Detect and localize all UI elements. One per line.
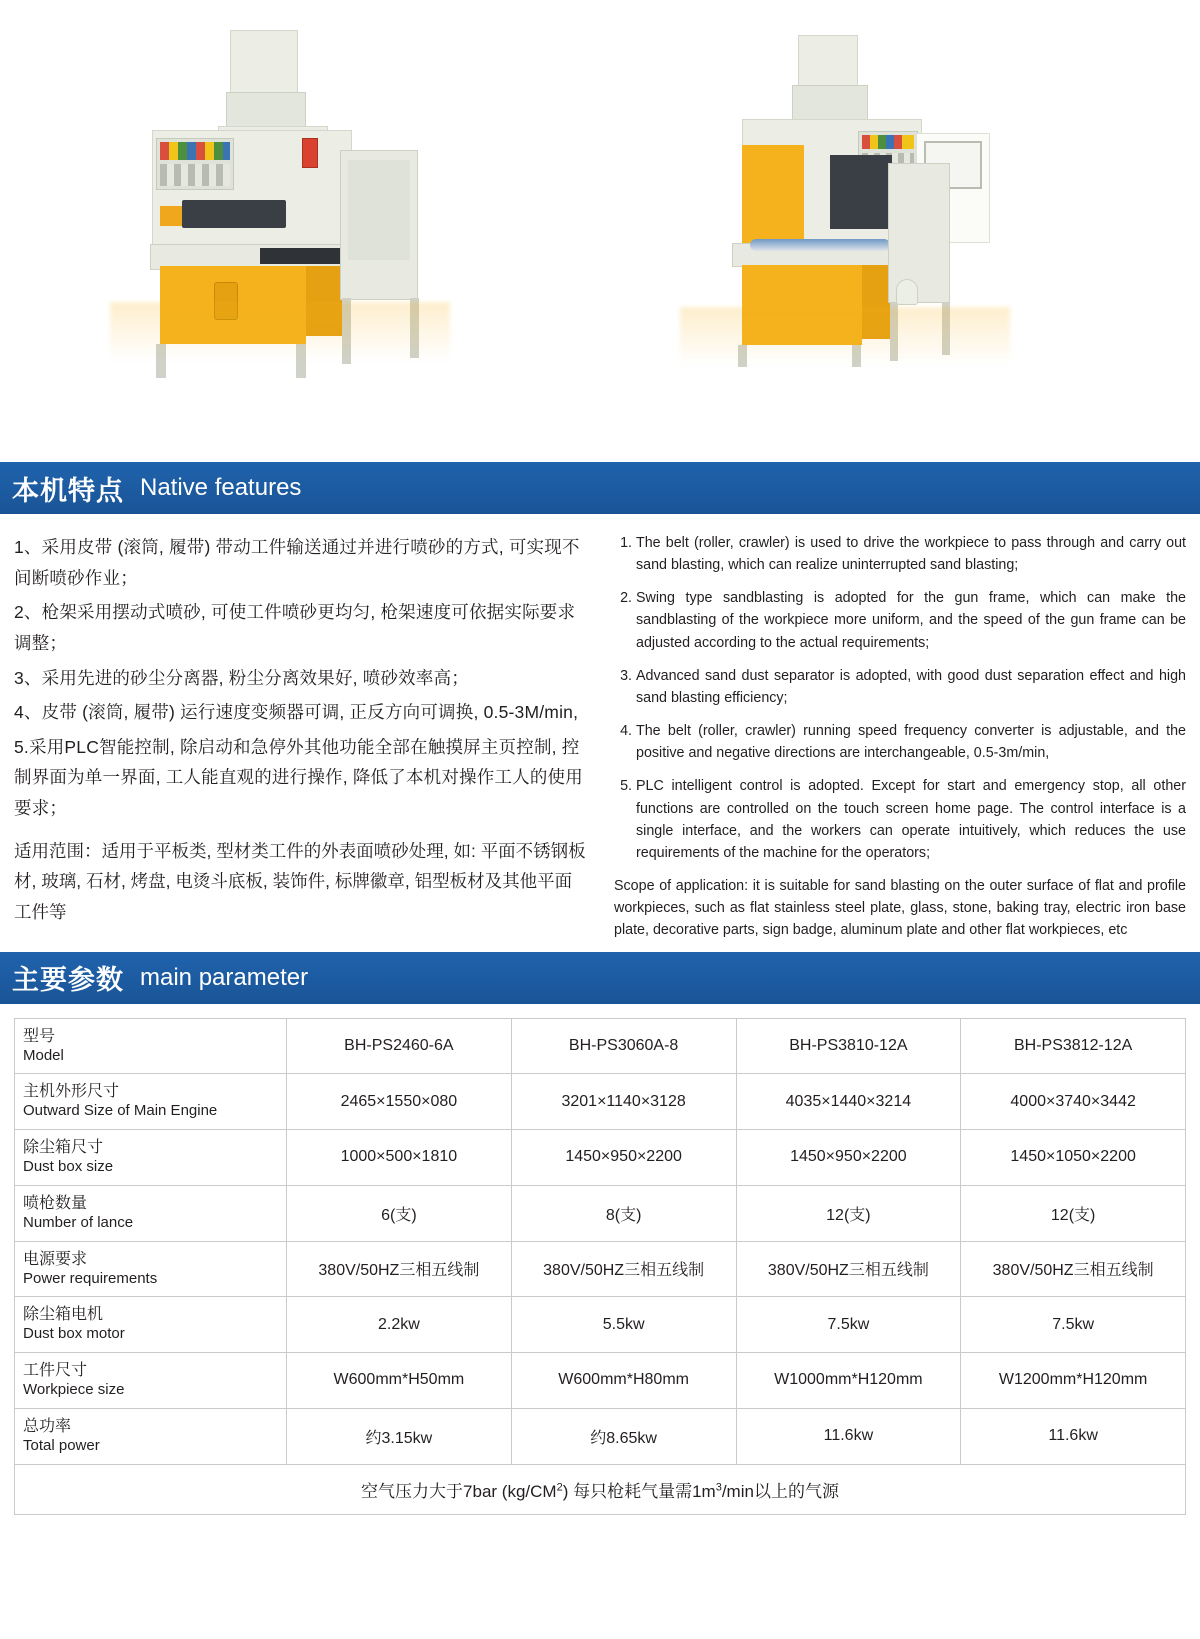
row-label-cn: 总功率: [23, 1417, 72, 1435]
table-cell: 1000×500×1810: [287, 1130, 512, 1186]
params-title-en: main parameter: [140, 963, 309, 991]
row-label-cn: 除尘箱尺寸: [23, 1139, 104, 1156]
table-cell: 7.5kw: [961, 1297, 1186, 1353]
row-label: [15, 1074, 287, 1130]
row-label-en: Workpiece size: [23, 1381, 125, 1398]
table-row: [15, 1074, 1186, 1130]
params-section-header: [0, 952, 1200, 1004]
emergency-stop-box: [302, 138, 318, 168]
table-cell: 3201×1140×3128: [511, 1074, 736, 1130]
machine-window: [182, 200, 286, 228]
machine-photo-right: [680, 35, 1010, 365]
machine-reflection: [110, 302, 450, 362]
row-label-cn: 除尘箱电机: [23, 1306, 104, 1324]
params-table-wrapper: [0, 1004, 1200, 1515]
table-cell: W600mm*H50mm: [287, 1353, 512, 1409]
footnote-mid: ) 每只枪耗气量需1m: [562, 1481, 716, 1501]
table-cell: 380V/50HZ三相五线制: [287, 1241, 512, 1297]
table-cell: 380V/50HZ三相五线制: [511, 1241, 736, 1297]
table-row: [15, 1297, 1186, 1353]
row-label: [15, 1241, 287, 1297]
table-row: [15, 1018, 1186, 1074]
features-content: [0, 514, 1200, 952]
row-label: [15, 1185, 287, 1241]
table-cell: 2.2kw: [287, 1297, 512, 1353]
table-row: [15, 1130, 1186, 1186]
table-cell: BH-PS3810-12A: [736, 1018, 961, 1074]
feature-scope-en: Scope of application: it is suitable for sand blasting on the outer surface of flat and profile workpieces, such as flat stainless steel plate, glass, stone, baking tray, electric iron base plate, decorative parts, sign badge, aluminum plate and other flat workpieces, etc: [614, 878, 1186, 939]
row-label: [15, 1130, 287, 1186]
table-cell: 1450×1050×2200: [961, 1130, 1186, 1186]
row-label-en: Model: [23, 1046, 64, 1064]
table-cell: W600mm*H80mm: [511, 1353, 736, 1409]
control-panel-lights: [862, 135, 914, 149]
footnote-pre: 空气压力大于7bar (kg/CM: [361, 1481, 557, 1501]
feature-item-en: 4. The belt (roller, crawler) running speed frequency converter is adjustable, and the positive and negative directions are interchangeable, 0.5-3m/min,: [636, 720, 1186, 764]
table-cell: W1000mm*H120mm: [736, 1353, 961, 1409]
footnote-sup-volume: 3: [715, 1480, 722, 1493]
machine-brand-plate: [160, 206, 182, 226]
features-section-header: [0, 462, 1200, 514]
feature-item-cn: 4、皮带 (滚筒, 履带) 运行速度变频器可调, 正反方向可调换, 0.5-3M/min,: [14, 702, 579, 723]
table-cell: 1450×950×2200: [736, 1130, 961, 1186]
machine-door-panel: [742, 145, 804, 245]
control-panel-lights: [160, 142, 230, 160]
feature-item-en: 1. The belt (roller, crawler) is used to drive the workpiece to pass through and carry out sand blasting, which can realize uninterrupted sand blasting;: [636, 532, 1186, 576]
table-cell: BH-PS3812-12A: [961, 1018, 1186, 1074]
row-label-en: Number of lance: [23, 1213, 134, 1231]
machine-photo-left: [110, 30, 450, 360]
table-row: [15, 1353, 1186, 1409]
row-label: [15, 1408, 287, 1464]
row-label: [15, 1353, 287, 1409]
features-chinese-column: [14, 532, 614, 942]
feature-item-cn: 1、采用皮带 (滚筒, 履带) 带动工件输送通过并进行喷砂的方式, 可实现不间断喷砂作业；: [14, 537, 580, 588]
table-cell: 约8.65kw: [511, 1408, 736, 1464]
table-cell: 8(支): [511, 1185, 736, 1241]
dust-collector-hatch: [896, 279, 918, 305]
table-cell: BH-PS2460-6A: [287, 1018, 512, 1074]
features-title-en: Native features: [140, 474, 302, 501]
feature-item-cn: 3、采用先进的砂尘分离器, 粉尘分离效果好, 喷砂效率高；: [14, 667, 469, 688]
row-label-en: Dust box size: [23, 1158, 114, 1175]
feature-item-en: 3. Advanced sand dust separator is adopted, with good dust separation effect and high sand blasting efficiency;: [636, 665, 1186, 709]
table-cell: 11.6kw: [961, 1408, 1186, 1464]
table-row: [15, 1408, 1186, 1464]
table-cell: 11.6kw: [736, 1408, 961, 1464]
table-row: [15, 1185, 1186, 1241]
features-english-column: [614, 532, 1186, 942]
feature-item-en: 2. Swing type sandblasting is adopted for the gun frame, which can make the sandblasting of the workpiece more uniform, and the speed of the gun frame can be adjusted according to the actual requirements;: [636, 587, 1186, 653]
dust-collector-cabinet: [888, 163, 950, 303]
row-label: [15, 1018, 287, 1074]
table-cell: 7.5kw: [736, 1297, 961, 1353]
machine-reflection: [680, 307, 1010, 367]
table-cell: W1200mm*H120mm: [961, 1353, 1186, 1409]
row-label-cn: 工件尺寸: [23, 1362, 88, 1379]
footnote-post: /min以上的气源: [721, 1481, 839, 1501]
row-label-cn: 喷枪数量: [23, 1194, 88, 1212]
table-cell: 380V/50HZ三相五线制: [961, 1241, 1186, 1297]
table-cell: 12(支): [736, 1185, 961, 1241]
feature-item-cn: 2、枪架采用摆动式喷砂, 可使工件喷砂更均匀, 枪架速度可依据实际要求调整；: [14, 602, 576, 653]
row-label-cn: 型号: [23, 1027, 56, 1045]
footnote-sup-area: 2: [556, 1480, 563, 1493]
row-label-cn: 电源要求: [23, 1250, 88, 1268]
table-cell: 约3.15kw: [287, 1408, 512, 1464]
params-title-cn: 主要参数: [12, 965, 124, 995]
feature-list-en: [614, 532, 1186, 864]
row-label-en: Dust box motor: [23, 1325, 125, 1343]
feature-item-cn: 5.采用PLC智能控制, 除启动和急停外其他功能全部在触摸屏主页控制, 控制界面为单一界面, 工人能直观的进行操作, 降低了本机对操作工人的使用要求；: [14, 736, 583, 818]
table-row: [15, 1241, 1186, 1297]
table-footnote: [15, 1464, 1186, 1514]
machine-chamber-interior: [830, 155, 892, 229]
table-cell: BH-PS3060A-8: [511, 1018, 736, 1074]
feature-item-en: 5. PLC intelligent control is adopted. Except for start and emergency stop, all other functions are controlled on the touch screen home page. The control interface is a single interface, and the workers can operate intuitively, which reduces the use requirements of the machine for the operators;: [636, 775, 1186, 864]
machine-roller: [750, 239, 890, 251]
table-cell: 5.5kw: [511, 1297, 736, 1353]
row-label: [15, 1297, 287, 1353]
table-cell: 4035×1440×3214: [736, 1074, 961, 1130]
table-cell: 6(支): [287, 1185, 512, 1241]
features-title-cn: 本机特点: [12, 475, 124, 506]
table-cell: 2465×1550×080: [287, 1074, 512, 1130]
feature-scope-cn: 适用范围：适用于平板类, 型材类工件的外表面喷砂处理, 如: 平面不锈钢板材, 玻璃, 石材, 烤盘, 电烫斗底板, 装饰件, 标牌徽章, 铝型板材及其他平面工件等: [14, 840, 586, 922]
control-panel-switches: [160, 164, 230, 186]
table-cell: 4000×3740×3442: [961, 1074, 1186, 1130]
row-label-cn: 主机外形尺寸: [23, 1083, 120, 1101]
table-cell: 12(支): [961, 1185, 1186, 1241]
table-cell: 380V/50HZ三相五线制: [736, 1241, 961, 1297]
row-label-en: Total power: [23, 1436, 100, 1454]
table-footnote-row: [15, 1464, 1186, 1514]
row-label-en: Outward Size of Main Engine: [23, 1102, 218, 1120]
table-cell: 1450×950×2200: [511, 1130, 736, 1186]
row-label-en: Power requirements: [23, 1269, 158, 1287]
product-photo-area: [0, 0, 1200, 462]
dust-collector-panel: [348, 160, 410, 260]
parameters-table: [14, 1018, 1186, 1515]
